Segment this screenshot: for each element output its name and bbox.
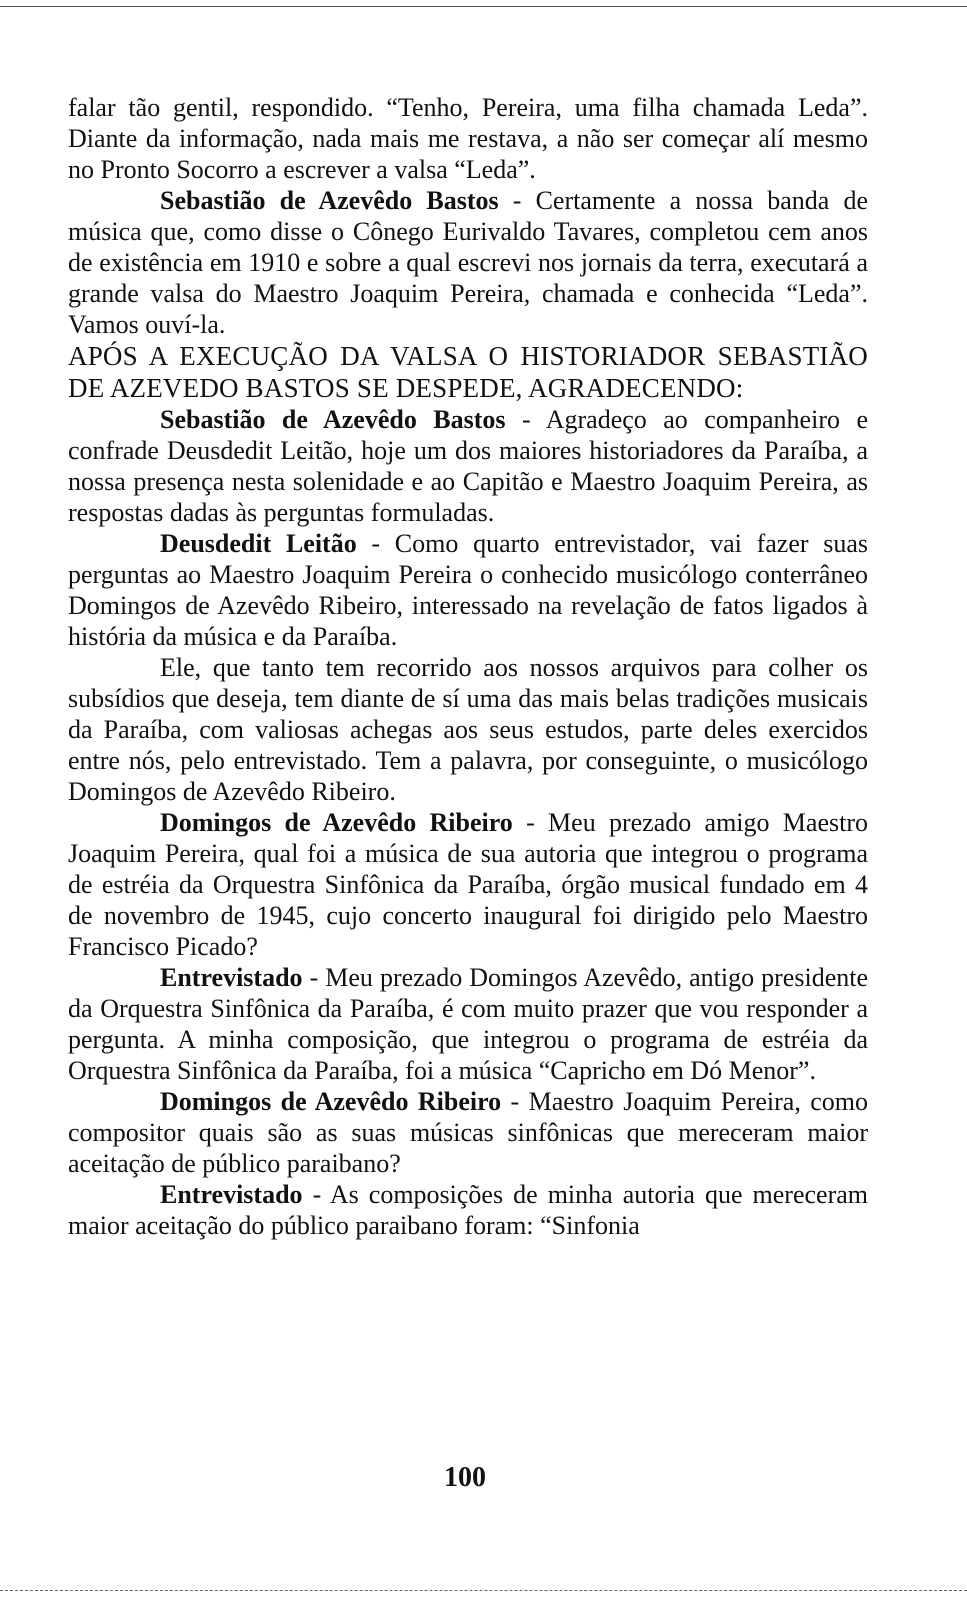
speaker-name: Entrevistado [160, 1180, 303, 1209]
speaker-name: Sebastião de Azevêdo Bastos [160, 186, 499, 215]
paragraph-intro-1 [68, 92, 868, 185]
speaker-name: Domingos de Azevêdo Ribeiro [160, 1087, 502, 1116]
page-number: 100 [444, 1462, 486, 1493]
paragraph-text: - Meu prezado amigo Maestro Joaquim Pereira, qual foi a música de sua autoria que integrou o programa de estréia da Orquestra Sinfônica da Paraíba, órgão musical fundado em 4 de novembro de 1945, cujo concerto inaugural foi dirigido pelo Maestro Francisco Picado? [68, 808, 869, 961]
paragraph-intro-2 [68, 185, 868, 340]
section-heading: APÓS A EXECUÇÃO DA VALSA O HISTORIADOR SEBASTIÃO DE AZEVEDO BASTOS SE DESPEDE, AGRADECENDO: [68, 341, 868, 403]
top-scan-rule [0, 6, 967, 7]
paragraph-main-6 [68, 1086, 868, 1179]
speaker-name: Deusdedit Leitão [160, 529, 357, 558]
paragraph-main-2 [68, 528, 868, 652]
paragraph-main-5 [68, 962, 868, 1086]
speaker-name: Entrevistado [160, 963, 303, 992]
paragraph-text: - Agradeço ao companheiro e confrade Deusdedit Leitão, hoje um dos maiores historiadores da Paraíba, a nossa presença nesta solenidade e ao Capitão e Maestro Joaquim Pereira, as respostas dadas às perguntas formuladas. [68, 405, 868, 527]
page-body [68, 92, 868, 1241]
paragraph-main-4 [68, 807, 868, 962]
paragraph-text: - As composições de minha autoria que mereceram maior aceitação do público paraibano foram: “Sinfonia [68, 1180, 868, 1240]
paragraph-text: - Certamente a nossa banda de música que, como disse o Cônego Eurivaldo Tavares, completou cem anos de existência em 1910 e sobre a qual escrevi nos jornais da terra, executará a grande valsa do Maestro Joaquim Pereira, chamada e conhecida “Leda”. Vamos ouví-la. [68, 186, 868, 339]
paragraph-text: - Como quarto entrevistador, vai fazer suas perguntas ao Maestro Joaquim Pereira o conhecido musicólogo conterrâneo Domingos de Azevêdo Ribeiro, interessado na revelação de fatos ligados à história da música e da Paraíba. [68, 529, 869, 651]
speaker-name: Domingos de Azevêdo Ribeiro [160, 808, 513, 837]
paragraph-text: Ele, que tanto tem recorrido aos nossos arquivos para colher os subsídios que deseja, tem diante de sí uma das mais belas tradições musicais da Paraíba, com valiosas achegas aos seus estudos, parte deles exercidos entre nós, pelo entrevistado. Tem a palavra, por conseguinte, o musicólogo Domingos de Azevêdo Ribeiro. [68, 653, 868, 806]
bottom-scan-rule [0, 1590, 967, 1592]
speaker-name: Sebastião de Azevêdo Bastos [160, 405, 506, 434]
paragraph-main-7 [68, 1179, 868, 1241]
paragraph-text: falar tão gentil, respondido. “Tenho, Pereira, uma filha chamada Leda”. Diante da informação, nada mais me restava, a não ser começar alí mesmo no Pronto Socorro a escrever a valsa “Leda”. [68, 93, 868, 184]
paragraph-text: - Meu prezado Domingos Azevêdo, antigo presidente da Orquestra Sinfônica da Paraíba, é com muito prazer que vou responder a pergunta. A minha composição, que integrou o programa de estréia da Orquestra Sinfônica da Paraíba, foi a música “Capricho em Dó Menor”. [68, 963, 868, 1085]
paragraph-main-3 [68, 652, 868, 807]
paragraph-text: - Maestro Joaquim Pereira, como compositor quais são as suas músicas sinfônicas que mereceram maior aceitação de público paraibano? [68, 1087, 868, 1178]
paragraph-main-1 [68, 404, 868, 528]
